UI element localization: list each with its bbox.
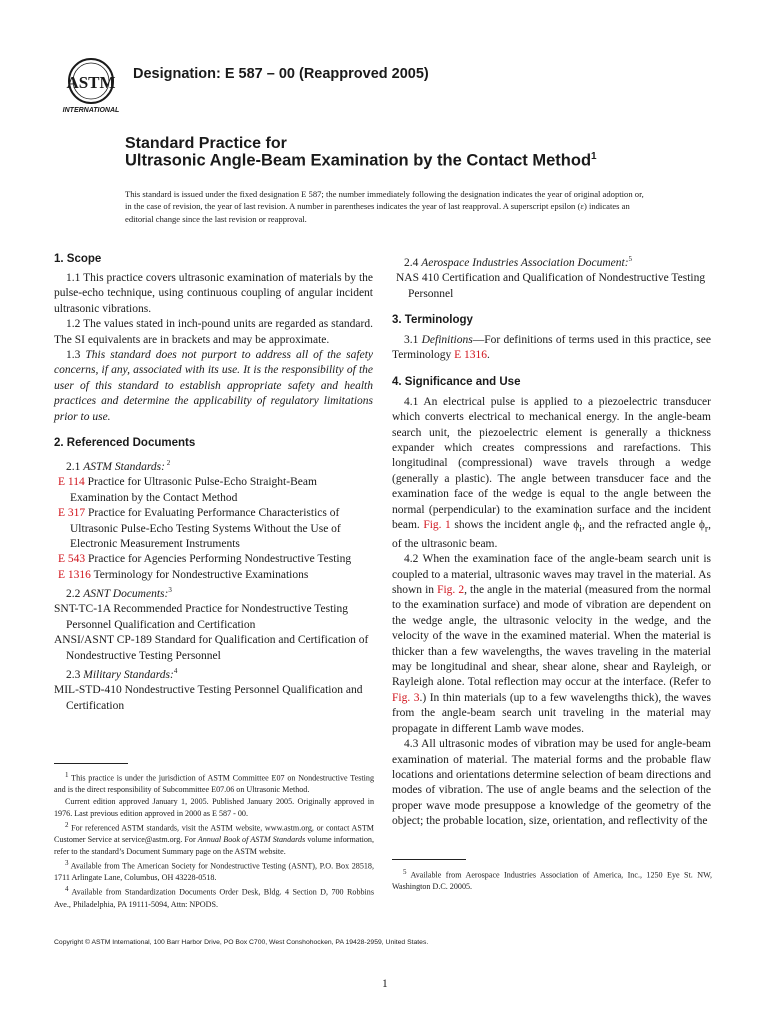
ref-e1316-text: Terminology for Nondestructive Examinations: [90, 568, 309, 581]
fn2-italic: Annual Book of ASTM Standards: [197, 835, 306, 845]
ref-e543-text: Practice for Agencies Performing Nondestructive Testing: [85, 553, 352, 566]
fn2-text: For referenced ASTM standards, visit the ASTM website, www.astm.org, or contact ASTM Customer Service at service@astm.org. For: [54, 823, 374, 845]
s22-fn: 3: [168, 586, 172, 595]
s21-label: ASTM Standards:: [83, 460, 165, 473]
fn4-text: Available from Standardization Documents Order Desk, Bldg. 4 Section D, 700 Robbins Ave., Philadelphia, PA 19111-5094, Attn: NPODS.: [54, 887, 374, 909]
ref-e1316: [54, 568, 373, 583]
scope-1-3-text: This standard does not purport to address all of the safety concerns, if any, associated with its use. It is the responsibility of the user of this standard to establish appropriate safety and health practices and determine the applicability of regulatory limitations prior to use.: [54, 349, 373, 423]
s23-fn: 4: [173, 667, 178, 675]
footnote-1: [54, 770, 374, 796]
s41-sub-r: r: [704, 523, 709, 535]
refdocs-heading: 2. Referenced Documents: [54, 437, 196, 450]
ref-e114: [54, 475, 373, 506]
ref-snt-tc-1a: SNT-TC-1A Recommended Practice for Nondestructive Testing Personnel Qualification and Certification: [54, 603, 348, 631]
ref-e114-text: Practice for Ultrasonic Pulse-Echo Straight-Beam Examination by the Contact Method: [70, 476, 317, 504]
link-e1316-terminology[interactable]: E 1316: [454, 349, 488, 362]
s24-label: Aerospace Industries Association Document:: [421, 256, 629, 269]
s22-label: ASNT Documents:: [83, 587, 169, 600]
s31-label: Definitions: [421, 334, 473, 347]
fn2-text-b: volume information, refer to the standard’s Document Summary page on the ASTM website.: [54, 835, 374, 857]
link-e543[interactable]: E 543: [58, 553, 86, 566]
designation: Designation: E 587 – 00 (Reapproved 2005): [133, 66, 429, 82]
section-4-2: [392, 552, 711, 737]
ref-e543: [54, 552, 373, 567]
section-3-1: [392, 333, 711, 364]
fn3-mark: 3: [65, 858, 69, 867]
footnote-3: [54, 858, 374, 884]
ref-mil-std-410: MIL-STD-410 Nondestructive Testing Personnel Qualification and Certification: [54, 684, 363, 712]
scope-1-3-num: 1.3: [66, 349, 86, 362]
s41-c: , and the refracted angle ϕ: [581, 519, 705, 532]
fn5-text: Available from Aerospace Industries Association of America, Inc., 1250 Eye St. NW, Washington D.C. 20005.: [392, 870, 712, 892]
section-4-1: [392, 395, 711, 552]
footnote-rule-left: [54, 763, 128, 764]
logo-text: ASTM: [66, 73, 116, 92]
footnotes-right: [392, 867, 712, 893]
link-fig-1[interactable]: Fig. 1: [423, 519, 451, 532]
link-fig-2[interactable]: Fig. 2: [437, 584, 465, 597]
s24-fn: 5: [628, 255, 633, 263]
link-fig-3[interactable]: Fig. 3: [392, 691, 420, 704]
fn2-mark: 2: [65, 820, 69, 829]
footnotes-left: [54, 770, 374, 911]
issue-note: This standard is issued under the fixed designation E 587; the number immediately following the designation indicates the year of original adoption or, in the case of revision, the year of last revision. A number in parentheses indicates the year of last reapproval. A superscript epsilon (ε) indicates an editorial change since the last revision or reapproval.: [125, 189, 644, 224]
s42-a: 4.2 When the examination face of the angle-beam search unit is coupled to a material, ultrasonic waves may travel in the material. As shown in: [392, 553, 711, 597]
significance-heading: 4. Significance and Use: [392, 375, 521, 388]
terminology-heading: 3. Terminology: [392, 314, 473, 327]
fn4-mark: 4: [65, 885, 69, 894]
link-e317[interactable]: E 317: [58, 507, 86, 520]
section-2-4: [392, 252, 711, 271]
link-e1316[interactable]: E 1316: [58, 568, 91, 581]
s22-num: 2.2: [66, 587, 84, 600]
s42-c: .) In thin materials (up to a few wavelengths thick), the waves from the angle-beam search unit traveling in the material may propagate in different Lamb wave modes.: [392, 691, 711, 735]
s24-num: 2.4: [404, 256, 422, 269]
s31-text: —For definitions of terms used in this practice, see Terminology: [392, 334, 711, 362]
s23-num: 2.3: [66, 668, 84, 681]
scope-heading: 1. Scope: [54, 253, 102, 265]
s41-sub-i: i: [579, 523, 582, 535]
fn1-text: This practice is under the jurisdiction of ASTM Committee E07 on Nondestructive Testing and is the direct responsibility of Subcommittee E07.06 on Ultrasonic Method.: [54, 773, 374, 795]
section-2-3: [54, 664, 373, 683]
s41-b: shows the incident angle ϕ: [450, 519, 580, 532]
link-e114[interactable]: E 114: [58, 476, 85, 489]
fn3-text: Available from The American Society for Nondestructive Testing (ASNT), P.O. Box 28518, 1711 Arlingate Lane, Columbus, OH 43228-0518.: [54, 861, 374, 883]
scope-1-3: [54, 348, 373, 425]
ref-e317: [54, 506, 373, 552]
right-column: [392, 252, 711, 830]
scope-1-2: 1.2 The values stated in inch-pound units are regarded as standard. The SI equivalents are in brackets and may be approximate.: [54, 318, 373, 346]
s41-a: 4.1 An electrical pulse is applied to a piezoelectric transducer which converts electrical to mechanical energy. In the angle-beam search unit, the piezoelectric element is generally a thickness expander which creates compressions and rarefactions. This longitudinal (compressional) wave travels through a wedge (generally a plastic). The angle between transducer face and the examination face of the wedge is equal to the angle between the normal (perpendicular) to the examination surface and the incident beam.: [392, 395, 711, 532]
footnote-2: [54, 820, 374, 858]
logo-subtext: INTERNATIONAL: [62, 107, 120, 114]
section-4-3: 4.3 All ultrasonic modes of vibration may be used for angle-beam examination of material. The material forms and the probable flaw locations and orientations determine selection of beam directions and modes of vibration. The use of angle beams and the selection of the proper wave mode presuppose a knowledge of the geometry of the object; the probable location, size, orientation, and reflectivity of the: [392, 738, 711, 828]
footnote-4: [54, 884, 374, 910]
ref-nas-410: NAS 410 Certification and Qualification of Nondestructive Testing Personnel: [396, 272, 706, 300]
s21-fn: 2: [164, 459, 171, 468]
fn5-mark: 5: [403, 868, 407, 876]
page-number: 1: [382, 978, 388, 990]
s31-num: 3.1: [404, 334, 422, 347]
ref-cp-189: ANSI/ASNT CP-189 Standard for Qualification and Certification of Nondestructive Testing Personnel: [54, 634, 369, 662]
s41-d: , of the ultrasonic beam.: [392, 519, 711, 550]
title-pre: Standard Practice for: [125, 135, 287, 152]
ref-e317-text: Practice for Evaluating Performance Characteristics of Ultrasonic Pulse-Echo Testing Systems Without the Use of Electronic Measurement Instruments: [70, 507, 341, 550]
left-column: [54, 252, 373, 714]
title-main: Ultrasonic Angle-Beam Examination by the Contact Method: [125, 151, 592, 170]
page-title: [125, 151, 597, 171]
footnote-1b: Current edition approved January 1, 2005. Published January 2005. Originally approved in 1976. Last previous edition approved in 2000 as E 587 - 00.: [54, 797, 374, 819]
footnote-rule-right: [392, 859, 466, 860]
section-2-1: [54, 456, 373, 475]
footnote-5: [392, 867, 712, 893]
s23-label: Military Standards:: [83, 668, 174, 681]
copyright-notice: Copyright © ASTM International, 100 Barr Harbor Drive, PO Box C700, West Conshohocken, PA 19428-2959, United States.: [54, 939, 429, 946]
s31-end: .: [487, 349, 490, 362]
s42-b: , the angle in the material (measured from the normal to the examination surface) and mode of vibration are dependent on the wedge angle, the ultrasonic velocity in the wedge, and the velocity of the wave in the examined material. When the material is thicker than a few wavelengths, the waves traveling in the material may be longitudinal and shear, shear alone, shear and Rayleigh, or Rayleigh alone. Total reflection may occur at the interface. (Refer to: [392, 584, 711, 689]
scope-1-1: 1.1 This practice covers ultrasonic examination of materials by the pulse-echo technique, using continuous coupling of angular incident ultrasonic vibrations.: [54, 272, 373, 315]
astm-logo: [60, 52, 122, 114]
title-footnote-mark: 1: [591, 151, 597, 162]
s21-num: 2.1: [66, 460, 84, 473]
fn1-mark: 1: [65, 771, 69, 779]
section-2-2: [54, 583, 373, 602]
